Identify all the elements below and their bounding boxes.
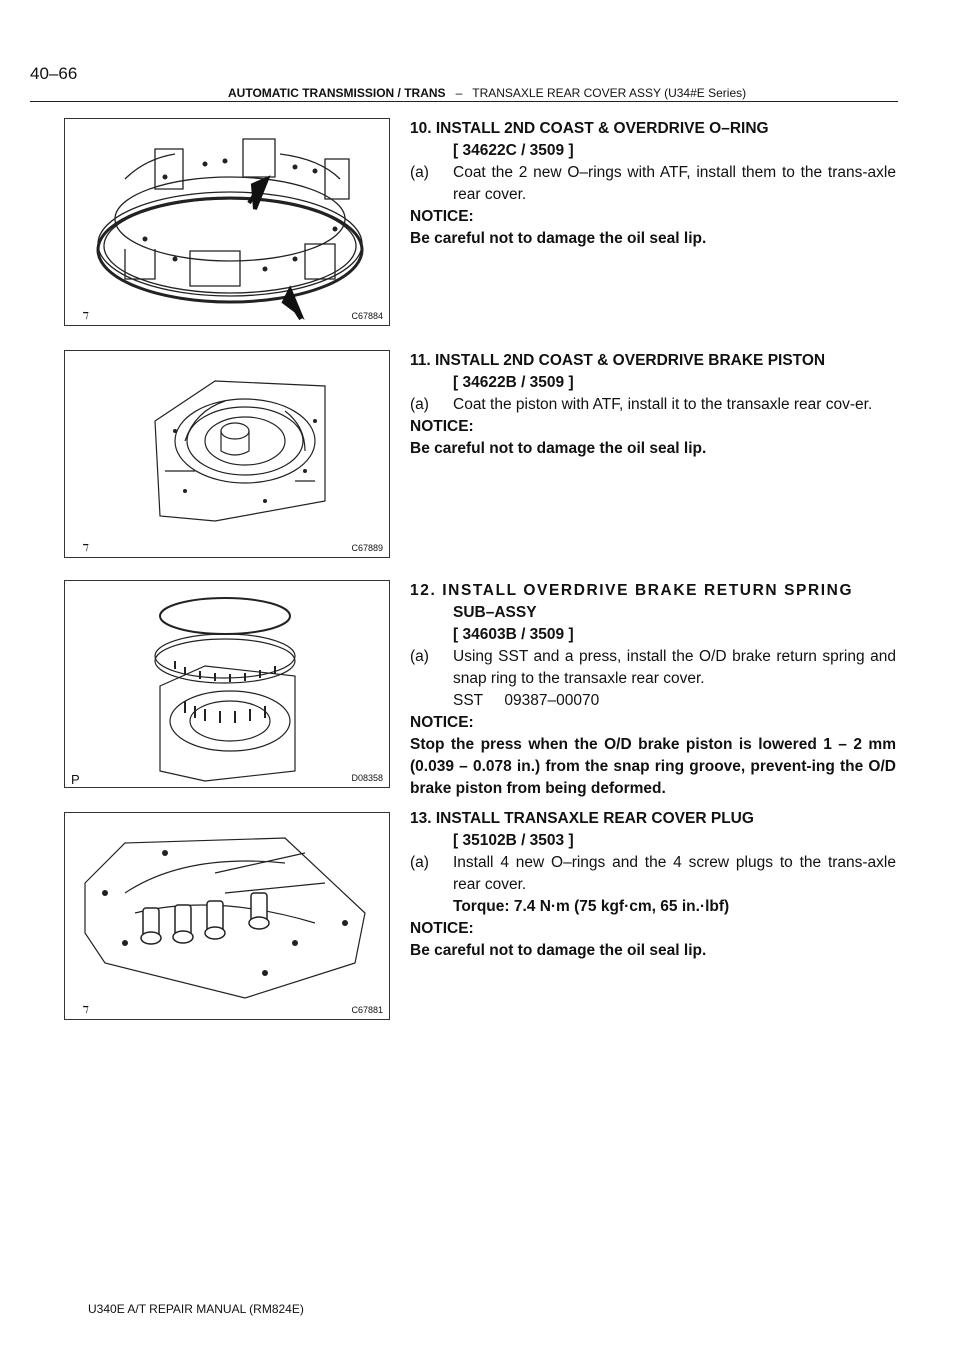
step-11-substep-a bbox=[410, 394, 896, 416]
step-13 bbox=[410, 808, 896, 962]
figure-oring bbox=[64, 118, 390, 326]
substep-mark: (a) bbox=[410, 164, 429, 181]
step-12-ref: [ 34603B / 3509 ] bbox=[453, 626, 574, 643]
oring-illustration bbox=[65, 119, 389, 325]
notice-label: NOTICE: bbox=[410, 714, 474, 731]
step-12-title-continued: SUB–ASSY bbox=[453, 604, 537, 621]
torque-spec: Torque: 7.4 N·m (75 kgf·cm, 65 in.·lbf) bbox=[453, 898, 730, 915]
step-11 bbox=[410, 350, 896, 460]
substep-text: Install 4 new O–rings and the 4 screw plugs to the trans-axle rear cover. bbox=[453, 854, 896, 893]
notice-text: Be careful not to damage the oil seal lip. bbox=[410, 230, 707, 247]
step-10-title: 10. INSTALL 2ND COAST & OVERDRIVE O–RING bbox=[410, 120, 769, 137]
rear-cover-illustration bbox=[65, 813, 389, 1019]
substep-text: Coat the 2 new O–rings with ATF, install them to the trans-axle rear cover. bbox=[453, 164, 896, 203]
substep-text: Using SST and a press, install the O/D brake return spring and snap ring to the transaxle rear cover. bbox=[453, 648, 896, 687]
running-header bbox=[228, 86, 746, 100]
notice-label: NOTICE: bbox=[410, 920, 474, 937]
header-section: AUTOMATIC TRANSMISSION / TRANS bbox=[228, 86, 446, 100]
notice-text: Stop the press when the O/D brake piston is lowered 1 – 2 mm (0.039 – 0.078 in.) from the snap ring groove, prevent-ing the O/D brake piston from being deformed. bbox=[410, 736, 896, 797]
step-10 bbox=[410, 118, 896, 250]
figure-return-spring bbox=[64, 580, 390, 788]
figure-code: C67884 bbox=[351, 311, 383, 321]
notice-label: NOTICE: bbox=[410, 418, 474, 435]
figure-mark: ℸ bbox=[81, 311, 88, 322]
manual-footer: U340E A/T REPAIR MANUAL (RM824E) bbox=[88, 1302, 304, 1316]
header-subsection: TRANSAXLE REAR COVER ASSY (U34#E Series) bbox=[472, 86, 747, 100]
figure-code: C67881 bbox=[351, 1005, 383, 1015]
step-13-title: 13. INSTALL TRANSAXLE REAR COVER PLUG bbox=[410, 810, 754, 827]
step-10-substep-a bbox=[410, 162, 896, 206]
substep-mark: (a) bbox=[410, 648, 429, 665]
sst-number: SST 09387–00070 bbox=[453, 692, 600, 709]
figure-code: D08358 bbox=[351, 773, 383, 783]
substep-mark: (a) bbox=[410, 396, 429, 413]
notice-text: Be careful not to damage the oil seal lip. bbox=[410, 942, 707, 959]
figure-mark: ℸ bbox=[81, 1005, 88, 1016]
notice-label: NOTICE: bbox=[410, 208, 474, 225]
step-13-substep-a bbox=[410, 852, 896, 896]
figure-mark: ℸ bbox=[81, 543, 88, 554]
step-12 bbox=[410, 580, 896, 800]
page-number: 40–66 bbox=[30, 64, 78, 83]
substep-text: Coat the piston with ATF, install it to the transaxle rear cov-er. bbox=[453, 396, 873, 413]
substep-mark: (a) bbox=[410, 854, 429, 871]
brake-piston-illustration bbox=[65, 351, 389, 557]
return-spring-illustration bbox=[65, 581, 389, 787]
step-11-title: 11. INSTALL 2ND COAST & OVERDRIVE BRAKE PISTON bbox=[410, 352, 826, 369]
figure-mark: P bbox=[71, 772, 80, 787]
step-12-substep-a bbox=[410, 646, 896, 690]
step-13-ref: [ 35102B / 3503 ] bbox=[453, 832, 574, 849]
figure-brake-piston bbox=[64, 350, 390, 558]
figure-code: C67889 bbox=[351, 543, 383, 553]
step-10-ref: [ 34622C / 3509 ] bbox=[453, 142, 574, 159]
header-rule bbox=[30, 101, 898, 102]
header-separator: – bbox=[455, 86, 463, 100]
step-12-title: 12. INSTALL OVERDRIVE BRAKE RETURN SPRING bbox=[410, 582, 854, 599]
notice-text: Be careful not to damage the oil seal lip. bbox=[410, 440, 707, 457]
figure-rear-cover-plug bbox=[64, 812, 390, 1020]
step-11-ref: [ 34622B / 3509 ] bbox=[453, 374, 574, 391]
